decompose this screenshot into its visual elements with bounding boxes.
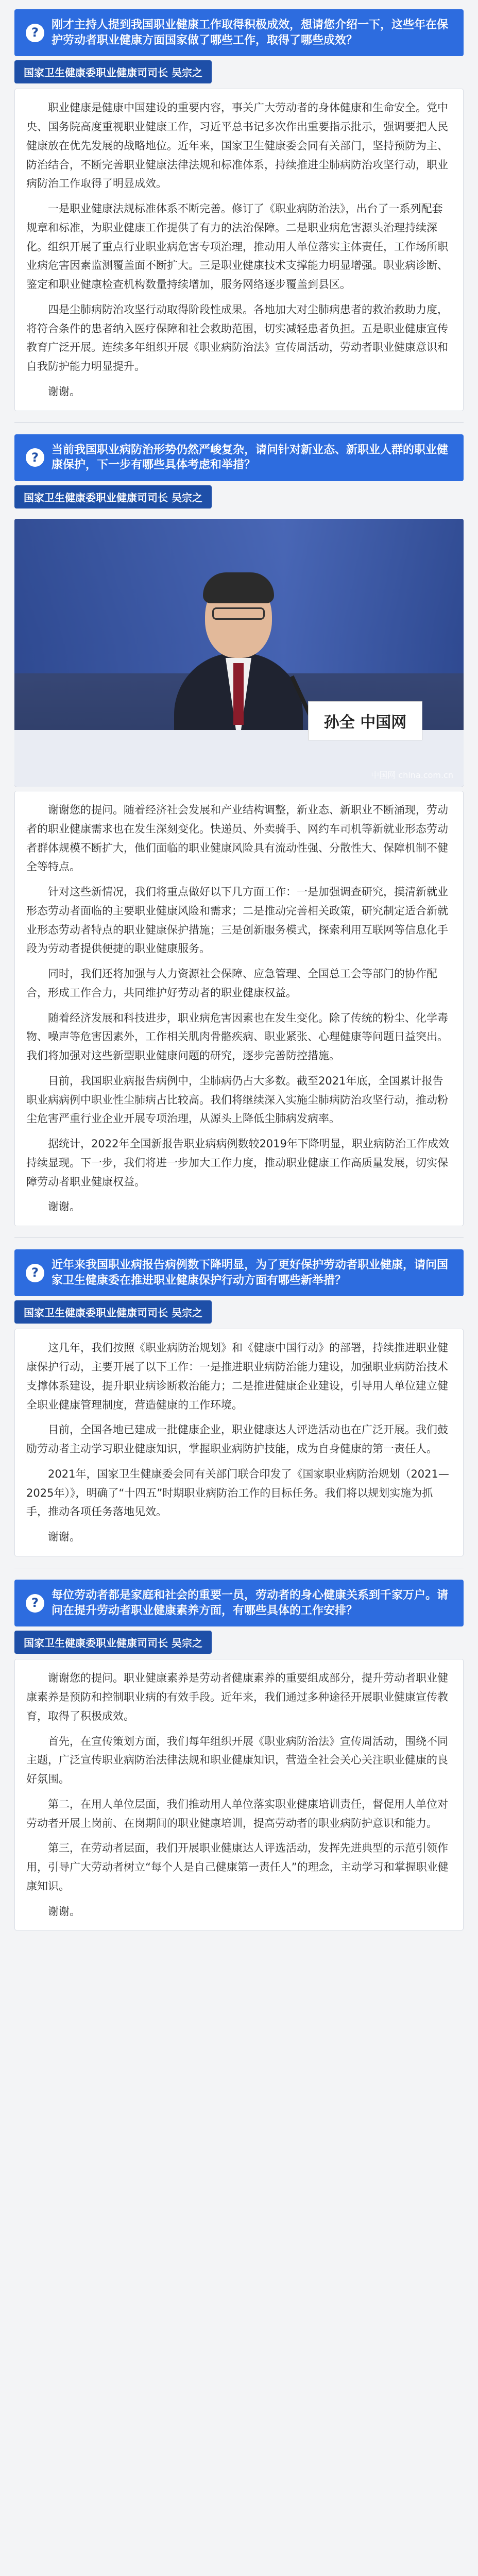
- question-header: [14, 1249, 464, 1296]
- divider: [14, 422, 464, 423]
- question-mark-icon: ?: [26, 24, 44, 42]
- question-text: 当前我国职业病防治形势仍然严峻复杂，请问针对新业态、新职业人群的职业健康保护，下一步有哪些具体考虑和举措？: [52, 443, 449, 472]
- question-header: [14, 434, 464, 481]
- question-mark-icon: ?: [26, 1264, 44, 1282]
- answer-paragraph: 目前，我国职业病报告病例中，尘肺病仍占大多数。截至2021年底，全国累计报告职业病病例中职业性尘肺病占比较高。我们将继续深入实施尘肺病防治攻坚行动，推动粉尘危害严重行业企业开展专项治理，从源头上降低尘肺病发病率。: [26, 1074, 448, 1125]
- qa-block-1: [14, 9, 464, 411]
- question-text: 刚才主持人提到我国职业健康工作取得积极成效，想请您介绍一下，这些年在保护劳动者职业健康方面国家做了哪些工作，取得了哪些成效？: [52, 19, 449, 47]
- question-mark-icon: ?: [26, 1594, 44, 1613]
- answer-card: [14, 89, 464, 411]
- answer-paragraph: 谢谢您的提问。随着经济社会发展和产业结构调整，新业态、新职业不断涌现，劳动者的职业健康需求也在发生深刻变化。快递员、外卖骑手、网约车司机等新就业形态劳动者群体规模不断扩大，他们面临的职业健康风险具有流动性强、分散性大、保障机制不健全等特点。: [26, 804, 448, 873]
- qa-block-2: [14, 434, 464, 1226]
- photo-watermark: 中国网 china.com.cn: [371, 770, 453, 780]
- speaker-tag: 国家卫生健康委职业健康司司长 吴宗之: [14, 1300, 212, 1324]
- answer-paragraph: 谢谢。: [48, 1531, 80, 1544]
- question-header: [14, 9, 464, 56]
- answer-paragraph: 谢谢您的提问。职业健康素养是劳动者健康素养的重要组成部分，提升劳动者职业健康素养是预防和控制职业病的有效手段。近年来，我们通过多种途径开展职业健康宣传教育，取得了积极成效。: [26, 1672, 448, 1722]
- answer-paragraph: 据统计，2022年全国新报告职业病病例数较2019年下降明显，职业病防治工作成效持续显现。下一步，我们将进一步加大工作力度，推动职业健康工作高质量发展，切实保障劳动者职业健康权益。: [26, 1138, 449, 1188]
- speaker-tag: 国家卫生健康委职业健康司司长 吴宗之: [14, 485, 212, 509]
- nameplate: 孙全 中国网: [308, 701, 422, 740]
- qa-block-3: [14, 1249, 464, 1556]
- question-mark-icon: ?: [26, 448, 44, 467]
- answer-paragraph: 随着经济发展和科技进步，职业病危害因素也在发生变化。除了传统的粉尘、化学毒物、噪声等危害因素外，工作相关肌肉骨骼疾病、职业紧张、心理健康等问题日益突出。我们将加强对这些新型职业健康问题的研究，逐步完善防控措施。: [26, 1011, 448, 1062]
- speaker-tag: 国家卫生健康委职业健康司司长 吴宗之: [14, 1631, 212, 1654]
- speaker-tag: 国家卫生健康委职业健康司司长 吴宗之: [14, 60, 212, 83]
- speaker-photo: [14, 519, 464, 787]
- question-text: 近年来我国职业病报告病例数下降明显，为了更好保护劳动者职业健康，请问国家卫生健康委在推进职业健康保护行动方面有哪些新举措？: [52, 1259, 449, 1287]
- answer-paragraph: 首先，在宣传策划方面，我们每年组织开展《职业病防治法》宣传周活动，围绕不同主题，广泛宣传职业病防治法律法规和职业健康知识，营造全社会关心关注职业健康的良好氛围。: [26, 1735, 448, 1785]
- qa-block-4: [14, 1580, 464, 1930]
- answer-paragraph: 谢谢。: [48, 1200, 80, 1213]
- answer-paragraph: 2021年，国家卫生健康委会同有关部门联合印发了《国家职业病防治规划（2021—2025年）》，明确了“十四五”时期职业病防治工作的目标任务。我们将以规划实施为抓手，推动各项任务落地见效。: [26, 1467, 449, 1518]
- answer-paragraph: 一是职业健康法规标准体系不断完善。修订了《职业病防治法》，出台了一系列配套规章和标准，为职业健康工作提供了有力的法治保障。二是职业病危害源头治理持续深化。组织开展了重点行业职业病危害专项治理，推动用人单位落实主体责任，工作场所职业病危害因素监测覆盖面不断扩大。三是职业健康技术支撑能力明显增强。职业病诊断、鉴定和职业健康检查机构数量持续增加，服务网络逐步覆盖到县区。: [26, 202, 448, 291]
- hair: [203, 572, 274, 603]
- question-text: 每位劳动者都是家庭和社会的重要一员，劳动者的身心健康关系到千家万户。请问在提升劳动者职业健康素养方面，有哪些具体的工作安排？: [52, 1588, 449, 1617]
- question-header: [14, 1580, 464, 1626]
- answer-card: [14, 791, 464, 1226]
- answer-card: [14, 1659, 464, 1930]
- answer-paragraph: 针对这些新情况，我们将重点做好以下几方面工作：一是加强调查研究，摸清新就业形态劳动者面临的主要职业健康风险和需求；二是推动完善相关政策，研究制定适合新就业形态劳动者特点的职业健康保护措施；三是创新服务模式，探索利用互联网等信息化手段为劳动者提供便捷的职业健康服务。: [26, 886, 448, 955]
- tie: [233, 663, 244, 725]
- answer-paragraph: 目前，全国各地已建成一批健康企业，职业健康达人评选活动也在广泛开展。我们鼓励劳动者主动学习职业健康知识，掌握职业病防护技能，成为自身健康的第一责任人。: [26, 1423, 448, 1455]
- answer-paragraph: 第三，在劳动者层面，我们开展职业健康达人评选活动，发挥先进典型的示范引领作用，引导广大劳动者树立“每个人是自己健康第一责任人”的理念，主动学习和掌握职业健康知识。: [26, 1842, 449, 1892]
- answer-paragraph: 职业健康是健康中国建设的重要内容，事关广大劳动者的身体健康和生命安全。党中央、国务院高度重视职业健康工作，习近平总书记多次作出重要指示批示，强调要把人民健康放在优先发展的战略地位。近年来，国家卫生健康委会同有关部门，坚持预防为主、防治结合，不断完善职业健康法律法规和标准体系，持续推进尘肺病防治攻坚行动，职业病防治工作取得了明显成效。: [26, 101, 448, 190]
- answer-card: [14, 1329, 464, 1556]
- answer-paragraph: 谢谢。: [48, 385, 80, 398]
- answer-paragraph: 同时，我们还将加强与人力资源社会保障、应急管理、全国总工会等部门的协作配合，形成工作合力，共同维护好劳动者的职业健康权益。: [26, 968, 437, 999]
- answer-paragraph: 这几年，我们按照《职业病防治规划》和《健康中国行动》的部署，持续推进职业健康保护行动，主要开展了以下工作：一是推进职业病防治能力建设，加强职业病防治技术支撑体系建设，提升职业病诊断救治能力；二是推进健康企业建设，引导用人单位建立健全职业健康管理制度，营造健康的工作环境。: [26, 1342, 448, 1411]
- glasses: [212, 607, 265, 620]
- answer-paragraph: 第二，在用人单位层面，我们推动用人单位落实职业健康培训责任，督促用人单位对劳动者开展上岗前、在岗期间的职业健康培训，提高劳动者的职业病防护意识和能力。: [26, 1798, 448, 1829]
- answer-paragraph: 谢谢。: [48, 1905, 80, 1918]
- answer-paragraph: 四是尘肺病防治攻坚行动取得阶段性成果。各地加大对尘肺病患者的救治救助力度，将符合条件的患者纳入医疗保障和社会救助范围，切实减轻患者负担。五是职业健康宣传教育广泛开展。连续多年组织开展《职业病防治法》宣传周活动，劳动者职业健康意识和自我防护能力明显提升。: [26, 303, 448, 373]
